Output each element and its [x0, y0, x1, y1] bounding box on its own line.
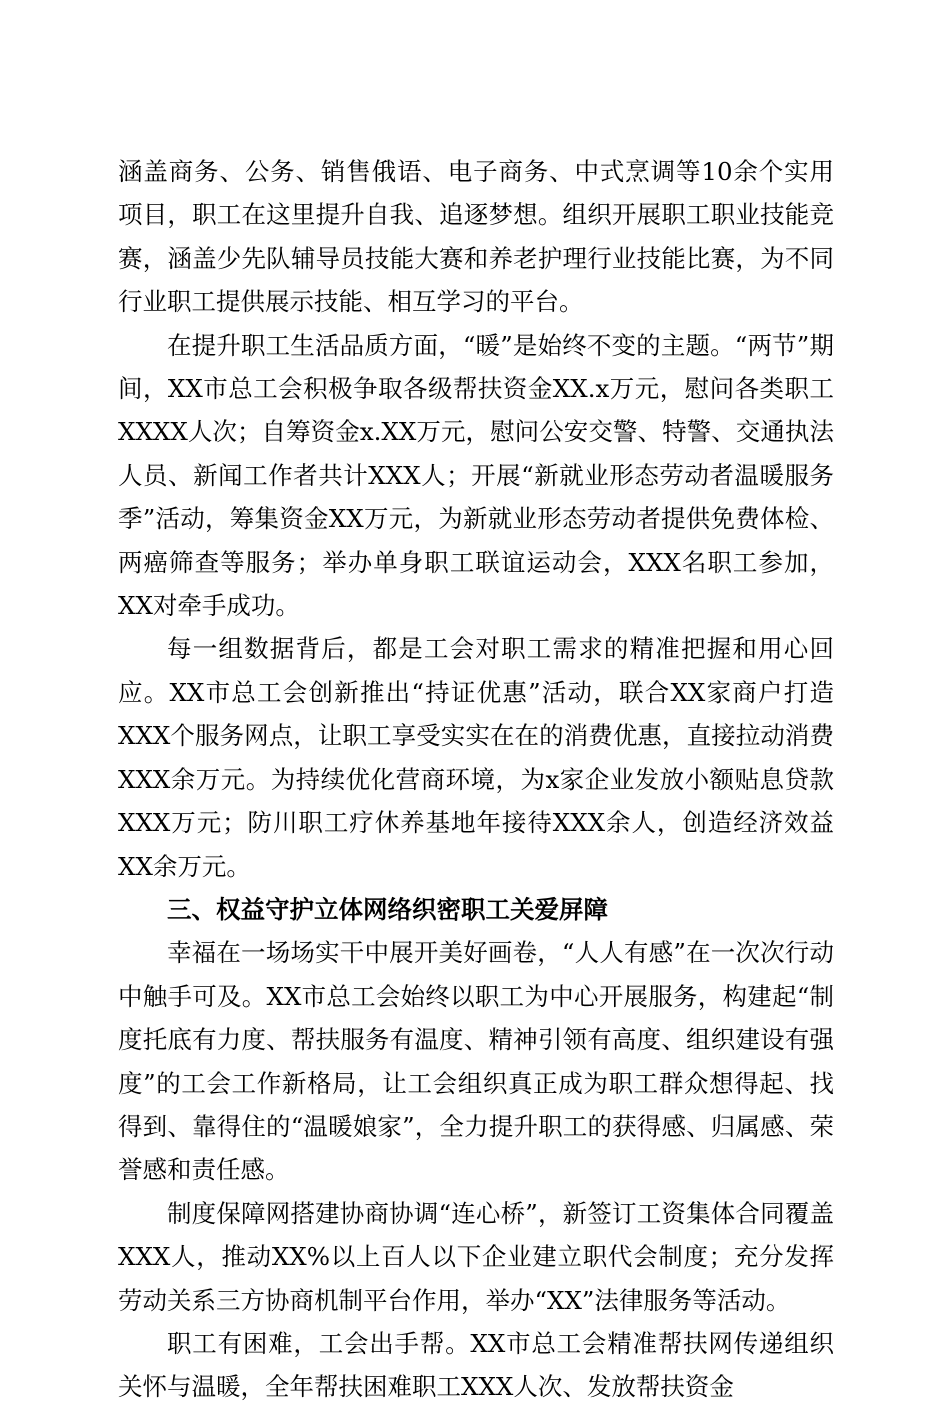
- body-paragraph-6: 职工有困难，工会出手帮。XX市总工会精准帮扶网传递组织关怀与温暖，全年帮扶困难职工XXX人次、发放帮扶资金: [118, 1328, 834, 1402]
- body-paragraph-5: 制度保障网搭建协商协调“连心桥”，新签订工资集体合同覆盖XXX人，推动XX%以上百人以下企业建立职代会制度；充分发挥劳动关系三方协商机制平台作用，举办“XX”法律服务等活动。: [118, 1198, 834, 1315]
- document-page: [118, 150, 834, 1409]
- body-paragraph-3: 每一组数据背后，都是工会对职工需求的精准把握和用心回应。XX市总工会创新推出“持证优惠”活动，联合XX家商户打造XXX个服务网点，让职工享受实实在在的消费优惠，直接拉动消费XXX余万元。为持续优化营商环境，为x家企业发放小额贴息贷款XXX万元；防川职工疗休养基地年接待XXX余人，创造经济效益XX余万元。: [118, 634, 834, 881]
- section-heading: 三、权益守护立体网络织密职工关爱屏障: [167, 894, 608, 924]
- body-paragraph-1: 涵盖商务、公务、销售俄语、电子商务、中式烹调等10余个实用项目，职工在这里提升自我、追逐梦想。组织开展职工职业技能竞赛，涵盖少先队辅导员技能大赛和养老护理行业技能比赛，为不同行业职工提供展示技能、相互学习的平台。: [118, 157, 834, 317]
- body-paragraph-2: 在提升职工生活品质方面，“暖”是始终不变的主题。“两节”期间，XX市总工会积极争取各级帮扶资金XX.x万元，慰问各类职工XXXX人次；自筹资金x.XX万元，慰问公安交警、特警、交通执法人员、新闻工作者共计XXX人；开展“新就业形态劳动者温暖服务季”活动，筹集资金XX万元，为新就业形态劳动者提供免费体检、两癌筛查等服务；举办单身职工联谊运动会，XXX名职工参加，XX对牵手成功。: [118, 330, 834, 621]
- body-paragraph-4: 幸福在一场场实干中展开美好画卷，“人人有感”在一次次行动中触手可及。XX市总工会始终以职工为中心开展服务，构建起“制度托底有力度、帮扶服务有温度、精神引领有高度、组织建设有强度”的工会工作新格局，让工会组织真正成为职工群众想得起、找得到、靠得住的“温暖娘家”，全力提升职工的获得感、归属感、荣誉感和责任感。: [118, 938, 834, 1185]
